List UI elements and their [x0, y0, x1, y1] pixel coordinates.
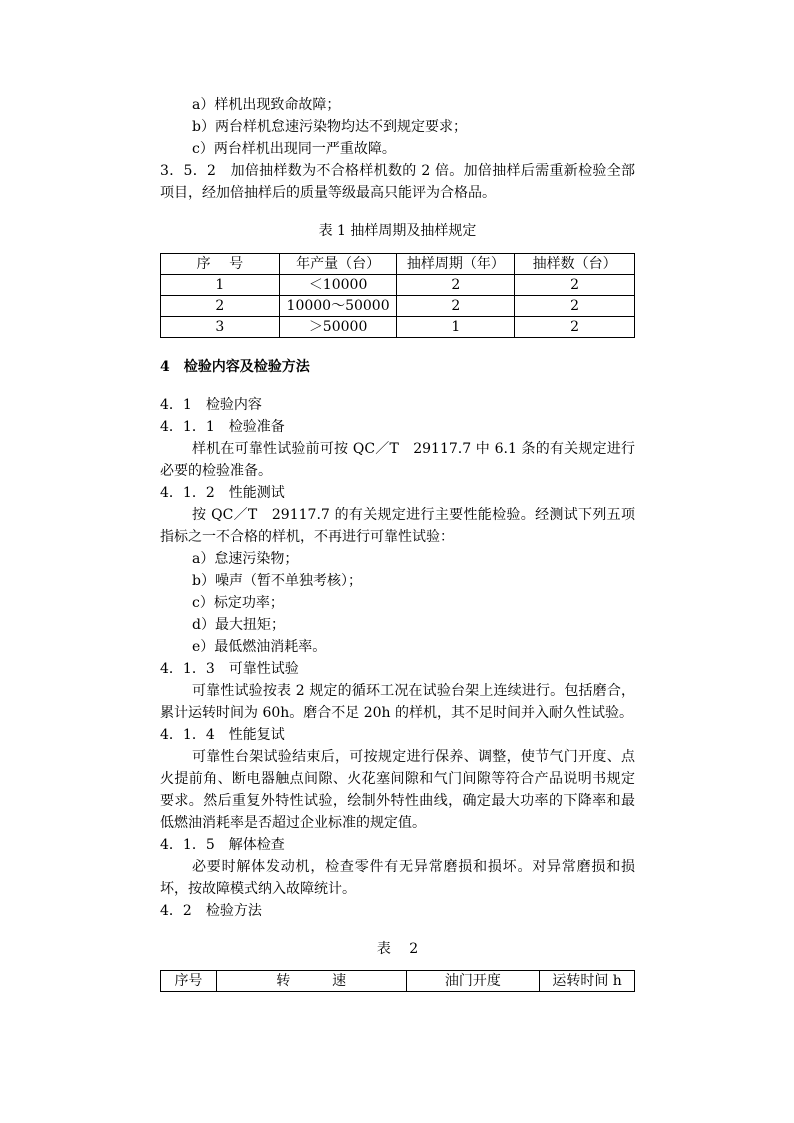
list-item: b）噪声（暂不单独考核）；: [192, 573, 362, 589]
paragraph-4-1-4: 可靠性台架试验结束后，可按规定进行保养、调整，使节气门开度、点火提前角、断电器触点间隙、火花塞间隙和气门间隙等符合产品说明书规定要求。然后重复外特性试验，绘制外特性曲线，确定最大功率的下降率和最低燃油消耗率是否超过企业标准的规定值。: [160, 749, 635, 831]
paragraph-3-5-2: 3．5．2 加倍抽样数为不合格样机数的 2 倍。加倍抽样后需重新检验全部项目，经加倍抽样后的质量等级最高只能评为合格品。: [160, 163, 635, 201]
table-cell: ＜10000: [279, 275, 397, 296]
table-header-row: [161, 254, 635, 275]
list-item: e）最低燃油消耗率。: [192, 639, 327, 655]
list-item: b）两台样机怠速污染物均达不到规定要求；: [192, 119, 467, 135]
table-cell: 1: [161, 275, 280, 296]
table-cell: 2: [161, 296, 280, 317]
section-4-1-1-heading: 4．1．1 检验准备: [160, 419, 285, 435]
paragraph-4-1-2: 按 QC／T 29117.7 的有关规定进行主要性能检验。经测试下列五项指标之一不合格的样机，不再进行可靠性试验：: [160, 507, 635, 545]
paragraph-4-1-5: 必要时解体发动机，检查零件有无异常磨损和损坏。对异常磨损和损坏，按故障模式纳入故障统计。: [160, 859, 635, 897]
list-item: d）最大扭矩；: [192, 617, 285, 633]
list-item: c）标定功率；: [192, 595, 284, 611]
table-row: [161, 275, 635, 296]
table-cell: 2: [397, 296, 515, 317]
section-4-1-5-heading: 4．1．5 解体检查: [160, 837, 285, 853]
table-header: 抽样周期（年）: [397, 254, 515, 275]
section-4-1-2-heading: 4．1．2 性能测试: [160, 485, 285, 501]
table2-caption: 表 2: [376, 941, 419, 957]
table1: [160, 253, 635, 338]
table-header: 序号: [161, 971, 217, 992]
table-cell: 3: [161, 317, 280, 338]
table-header-row: [161, 971, 635, 992]
table1-caption: 表 1 抽样周期及抽样规定: [318, 223, 477, 239]
document-page: [160, 94, 635, 992]
section-4-1-heading: 4．1 检验内容: [160, 397, 262, 413]
list-item: a）样机出现致命故障；: [192, 97, 341, 113]
table-cell: 10000～50000: [279, 296, 397, 317]
table-cell: 1: [397, 317, 515, 338]
table-header: 转 速: [216, 971, 406, 992]
table-header: 油门开度: [406, 971, 540, 992]
table-cell: 2: [515, 275, 635, 296]
list-item: c）两台样机出现同一严重故障。: [192, 141, 396, 157]
table-header: 序 号: [161, 254, 280, 275]
section-4-2-heading: 4．2 检验方法: [160, 903, 262, 919]
table-row: [161, 296, 635, 317]
table-header: 年产量（台）: [279, 254, 397, 275]
list-item: a）怠速污染物；: [192, 551, 299, 567]
paragraph-4-1-3: 可靠性试验按表 2 规定的循环工况在试验台架上连续进行。包括磨合，累计运转时间为 60h。磨合不足 20h 的样机，其不足时间并入耐久性试验。: [160, 683, 635, 721]
table-row: [161, 317, 635, 338]
table-cell: 2: [515, 296, 635, 317]
table2: [160, 970, 635, 992]
section-4-1-3-heading: 4．1．3 可靠性试验: [160, 661, 299, 677]
table-header: 运转时间 h: [540, 971, 635, 992]
paragraph-4-1-1: 样机在可靠性试验前可按 QC／T 29117.7 中 6.1 条的有关规定进行必要的检验准备。: [160, 441, 635, 479]
table-header: 抽样数（台）: [515, 254, 635, 275]
section-4-1-4-heading: 4．1．4 性能复试: [160, 727, 285, 743]
table-cell: 2: [397, 275, 515, 296]
section-4-heading: 4 检验内容及检验方法: [160, 359, 310, 375]
table-cell: ＞50000: [279, 317, 397, 338]
table-cell: 2: [515, 317, 635, 338]
